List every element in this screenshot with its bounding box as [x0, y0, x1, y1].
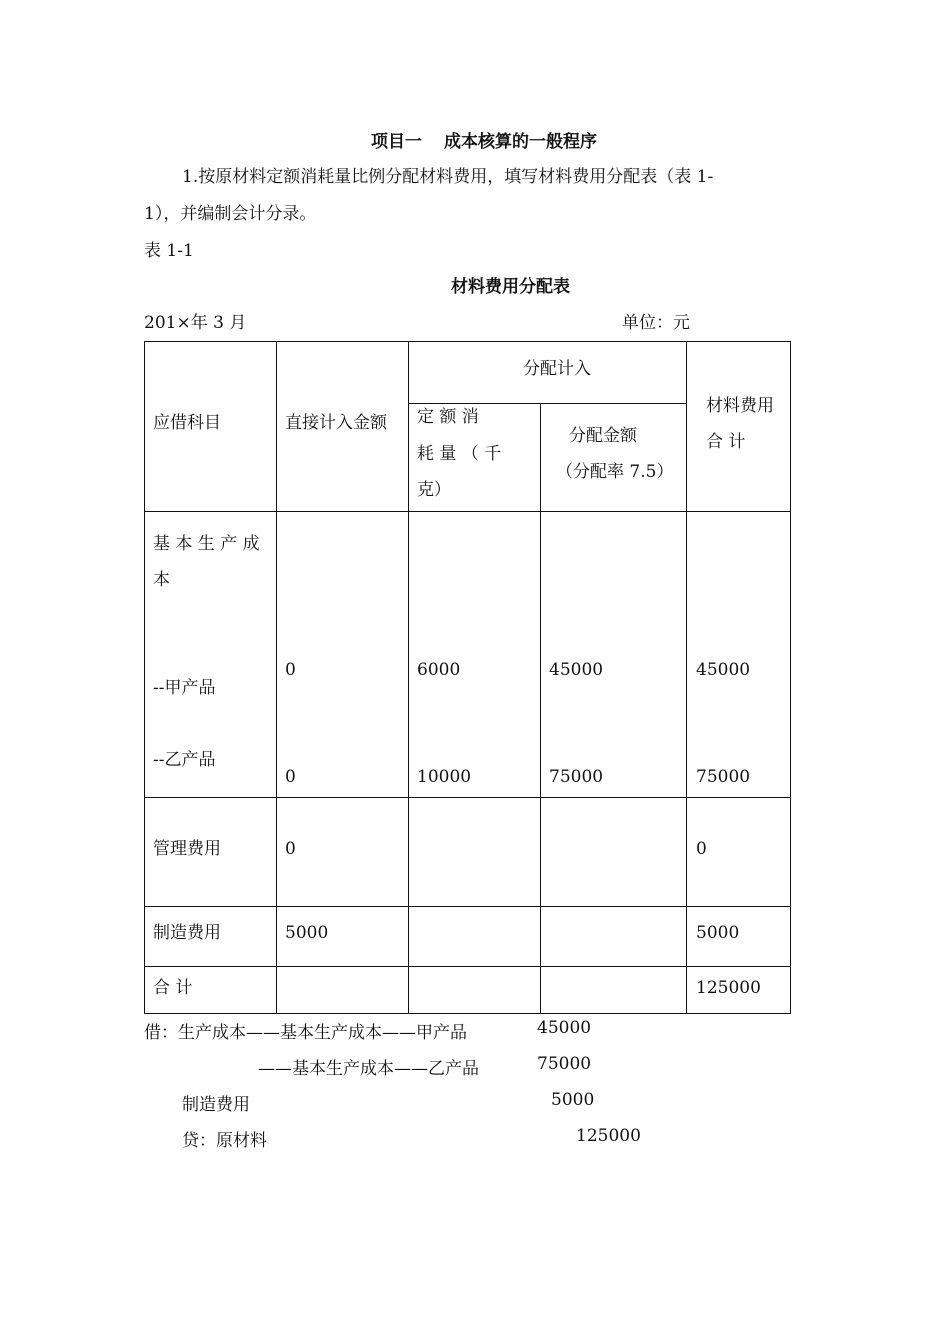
journal-line-3-amount: 5000 — [551, 1090, 595, 1110]
table-border-bottom — [144, 1013, 791, 1014]
table-label: 表 1-1 — [144, 241, 194, 261]
product-b-direct: 0 — [285, 767, 296, 787]
product-a-amount: 45000 — [549, 660, 604, 680]
product-b-amount: 75000 — [549, 767, 604, 787]
question-line-2: 1），并编制会计分录。 — [144, 204, 317, 224]
row-basic-cost-label-l1: 基 本 生 产 成 — [153, 534, 260, 554]
table-row-line — [144, 966, 791, 967]
header-quota-l1: 定 额 消 — [417, 407, 479, 427]
table-col-line — [540, 403, 541, 1014]
table-row-line — [144, 906, 791, 907]
admin-direct: 0 — [285, 839, 296, 859]
table-unit: 单位：元 — [622, 313, 690, 333]
product-a-quota: 6000 — [417, 660, 461, 680]
project-title: 成本核算的一般程序 — [444, 132, 597, 152]
admin-total: 0 — [696, 839, 707, 859]
journal-line-1-text: 借：生产成本——基本生产成本——甲产品 — [144, 1023, 467, 1043]
header-amount-l2: （分配率 7.5） — [556, 462, 674, 482]
header-direct: 直接计入金额 — [285, 413, 387, 433]
question-line-1: 1.按原材料定额消耗量比例分配材料费用，填写材料费用分配表（表 1- — [182, 167, 714, 187]
journal-line-4-text: 贷：原材料 — [182, 1131, 267, 1151]
table-title: 材料费用分配表 — [451, 277, 570, 297]
journal-line-2-text: ——基本生产成本——乙产品 — [258, 1059, 479, 1079]
header-total-l1: 材料费用 — [706, 396, 774, 416]
row-sum-label: 合 计 — [153, 978, 193, 998]
table-border-left — [144, 341, 145, 1014]
row-basic-cost-label-l2: 本 — [153, 570, 170, 590]
header-quota-l3: 克） — [417, 480, 451, 500]
journal-line-4-amount: 125000 — [576, 1126, 641, 1146]
table-col-line — [276, 341, 277, 1014]
manufacturing-direct: 5000 — [285, 923, 329, 943]
table-date: 201×年 3 月 — [144, 313, 247, 333]
row-product-b-label: --乙产品 — [153, 750, 216, 770]
product-a-direct: 0 — [285, 660, 296, 680]
table-border-top — [144, 341, 791, 342]
table-border-right — [790, 341, 791, 1014]
row-product-a-label: --甲产品 — [153, 678, 216, 698]
product-b-total: 75000 — [696, 767, 751, 787]
product-b-quota: 10000 — [417, 767, 472, 787]
journal-line-2-amount: 75000 — [537, 1054, 592, 1074]
journal-line-3-text: 制造费用 — [182, 1095, 250, 1115]
header-amount-l1: 分配金额 — [569, 426, 637, 446]
row-manufacturing-label: 制造费用 — [153, 923, 221, 943]
section-title — [371, 127, 597, 152]
journal-line-1-amount: 45000 — [537, 1018, 592, 1038]
table-header-bottom — [144, 511, 791, 512]
table-col-line — [686, 341, 687, 1014]
header-total-l2: 合 计 — [706, 432, 746, 452]
header-quota-l2: 耗 量 （ 千 — [417, 444, 502, 464]
header-allocated: 分配计入 — [523, 359, 591, 379]
row-admin-label: 管理费用 — [153, 839, 221, 859]
project-label: 项目一 — [371, 132, 422, 152]
manufacturing-total: 5000 — [696, 923, 740, 943]
table-row-line — [144, 797, 791, 798]
sum-total: 125000 — [696, 978, 761, 998]
product-a-total: 45000 — [696, 660, 751, 680]
table-col-line — [408, 341, 409, 1014]
header-account: 应借科目 — [153, 413, 221, 433]
